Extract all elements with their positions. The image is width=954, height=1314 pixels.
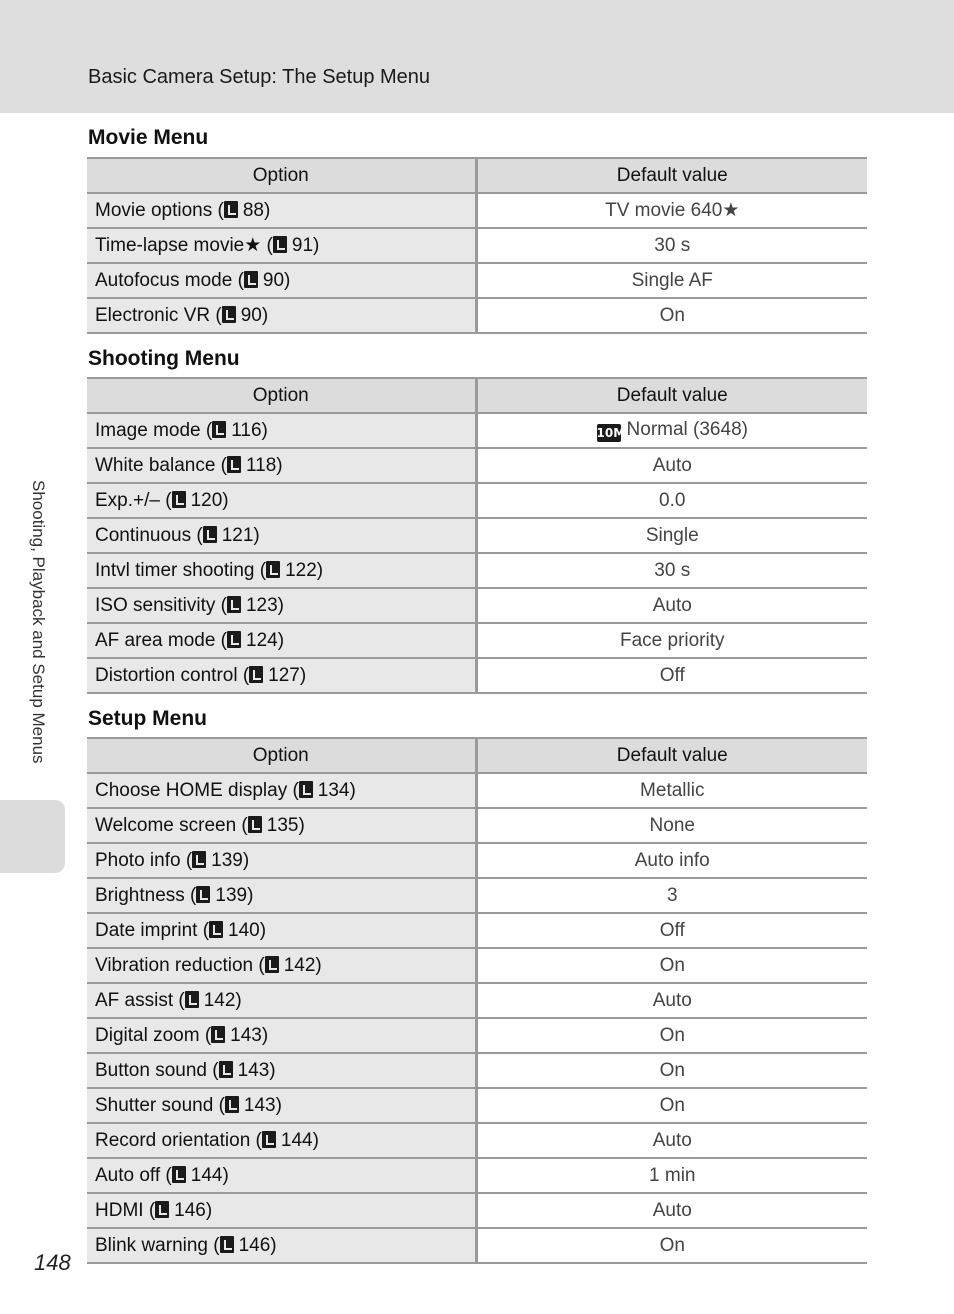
option-label: Electronic VR ( <box>95 304 222 326</box>
option-label: Date imprint ( <box>95 919 210 941</box>
default-value-cell <box>476 843 867 878</box>
default-value-cell <box>476 1053 867 1088</box>
option-cell <box>87 843 476 878</box>
page-reference: 142) <box>203 989 242 1011</box>
option-label: Choose HOME display ( <box>95 779 299 801</box>
page-reference-icon <box>220 1236 234 1253</box>
default-value: Normal (3648) <box>626 419 748 440</box>
page-reference: 120) <box>190 489 229 511</box>
default-value: On <box>659 1094 685 1116</box>
option-cell <box>87 298 476 333</box>
page-reference: 146) <box>238 1234 277 1256</box>
option-cell <box>87 773 476 808</box>
default-value-column-header: Default value <box>476 158 867 193</box>
page-reference: 146) <box>174 1199 213 1221</box>
option-cell <box>87 948 476 983</box>
page-reference: 116) <box>231 419 268 441</box>
page-reference: 143) <box>230 1024 269 1046</box>
setup-menu-table <box>87 737 867 1264</box>
table-row <box>87 553 867 588</box>
table-row <box>87 1123 867 1158</box>
option-cell <box>87 228 476 263</box>
option-label: Blink warning ( <box>95 1234 220 1256</box>
option-cell <box>87 588 476 623</box>
option-label: Autofocus mode ( <box>95 269 244 291</box>
table-row <box>87 1018 867 1053</box>
option-label: Intvl timer shooting ( <box>95 559 267 581</box>
page-number: 148 <box>34 1250 71 1275</box>
page-reference-icon <box>248 816 262 833</box>
default-value-cell <box>476 623 867 658</box>
table-row <box>87 1088 867 1123</box>
page-reference: 123) <box>245 594 285 616</box>
page-reference-icon <box>299 781 313 798</box>
default-value: 30 s <box>654 234 691 256</box>
default-value-cell <box>476 808 867 843</box>
default-value: Metallic <box>640 779 705 801</box>
table-row <box>87 1158 867 1193</box>
default-value-cell <box>476 193 867 228</box>
table-row <box>87 658 867 693</box>
option-label: Movie options ( <box>95 199 224 221</box>
page-reference-icon <box>209 921 223 938</box>
page-reference-icon <box>227 596 241 613</box>
default-value: 3 <box>666 884 678 906</box>
option-column-header: Option <box>87 378 476 413</box>
table-row <box>87 518 867 553</box>
page-reference-icon <box>222 306 236 323</box>
option-column-header: Option <box>87 738 476 773</box>
table-header-row <box>87 158 867 193</box>
option-cell <box>87 413 476 448</box>
page-reference: 144) <box>190 1164 229 1186</box>
option-label: Time-lapse movie★ ( <box>95 235 273 256</box>
option-cell <box>87 658 476 693</box>
page-reference: 88) <box>242 199 271 221</box>
option-label: AF area mode ( <box>95 629 227 651</box>
default-value: TV movie 640★ <box>605 200 740 221</box>
option-cell <box>87 1228 476 1263</box>
option-label: Exp.+/– ( <box>95 489 172 511</box>
default-value-cell <box>476 1018 867 1053</box>
default-value: None <box>649 814 695 836</box>
option-label: Welcome screen ( <box>95 814 248 836</box>
page-reference: 127) <box>268 664 307 686</box>
option-cell <box>87 913 476 948</box>
page-reference-icon <box>265 956 279 973</box>
table-row <box>87 483 867 518</box>
page-reference: 90) <box>240 304 269 326</box>
default-value: On <box>659 1024 685 1046</box>
default-value: Auto info <box>634 849 710 871</box>
table-header-row <box>87 378 867 413</box>
page-reference: 91) <box>291 235 320 256</box>
option-label: Shutter sound ( <box>95 1094 225 1116</box>
page-reference-icon <box>211 1026 225 1043</box>
option-cell <box>87 1088 476 1123</box>
default-value-cell <box>476 263 867 298</box>
default-value: Auto <box>652 594 692 616</box>
default-value-cell <box>476 1158 867 1193</box>
option-label: Record orientation ( <box>95 1129 262 1151</box>
default-value: Auto <box>652 1199 692 1221</box>
movie-menu-title: Movie Menu <box>88 126 209 149</box>
table-row <box>87 773 867 808</box>
default-value-cell <box>476 483 867 518</box>
option-label: Brightness ( <box>95 884 197 906</box>
page-reference: 139) <box>211 849 250 871</box>
page-reference-icon <box>196 886 210 903</box>
table-row <box>87 228 867 263</box>
option-cell <box>87 808 476 843</box>
option-cell <box>87 623 476 658</box>
default-value: Auto <box>652 989 692 1011</box>
default-value: On <box>659 1234 685 1256</box>
default-value: Auto <box>652 454 692 476</box>
page-reference-icon <box>266 561 280 578</box>
page-reference: 134) <box>317 779 356 801</box>
option-label: AF assist ( <box>95 989 185 1011</box>
table-row <box>87 1228 867 1263</box>
option-label: Image mode ( <box>95 419 213 441</box>
default-value-cell <box>476 553 867 588</box>
default-value: 1 min <box>649 1164 696 1186</box>
default-value-cell <box>476 983 867 1018</box>
page-header-title: Basic Camera Setup: The Setup Menu <box>88 66 431 88</box>
page-reference-icon <box>172 1166 186 1183</box>
default-value: Off <box>659 919 685 941</box>
default-value: Single <box>645 524 699 546</box>
default-value: 0.0 <box>659 489 686 511</box>
page-reference: 122) <box>285 559 324 581</box>
page-reference-icon <box>225 1096 239 1113</box>
table-row <box>87 413 867 448</box>
default-value: Off <box>659 664 685 686</box>
page-reference: 124) <box>246 629 285 651</box>
table-row <box>87 948 867 983</box>
default-value-cell <box>476 1193 867 1228</box>
table-header-row <box>87 738 867 773</box>
page-reference: 142) <box>283 954 322 976</box>
option-cell <box>87 1193 476 1228</box>
option-label: ISO sensitivity ( <box>95 594 227 616</box>
movie-menu-table <box>87 157 867 334</box>
page-reference-icon <box>212 421 226 438</box>
default-value: On <box>659 954 685 976</box>
default-value-cell <box>476 448 867 483</box>
page-reference: 143) <box>243 1094 282 1116</box>
table-row <box>87 843 867 878</box>
default-value-cell <box>476 228 867 263</box>
option-label: Button sound ( <box>95 1059 219 1081</box>
option-cell <box>87 983 476 1018</box>
page-reference-icon <box>249 666 263 683</box>
option-label: HDMI ( <box>95 1199 156 1221</box>
page-reference-icon <box>227 631 241 648</box>
table-row <box>87 808 867 843</box>
page-reference: 121) <box>221 524 260 546</box>
page-reference-icon <box>203 526 217 543</box>
default-value-cell <box>476 413 867 448</box>
default-value: Face priority <box>619 629 725 651</box>
table-row <box>87 263 867 298</box>
page-reference-icon <box>262 1131 276 1148</box>
option-cell <box>87 483 476 518</box>
option-cell <box>87 1158 476 1193</box>
page-reference: 135) <box>266 814 305 836</box>
default-value: Auto <box>652 1129 692 1151</box>
default-value: 30 s <box>654 559 691 581</box>
default-value-cell <box>476 773 867 808</box>
option-cell <box>87 448 476 483</box>
option-cell <box>87 1123 476 1158</box>
table-row <box>87 448 867 483</box>
option-cell <box>87 518 476 553</box>
table-row <box>87 1053 867 1088</box>
table-row <box>87 193 867 228</box>
default-value-column-header: Default value <box>476 738 867 773</box>
table-row <box>87 913 867 948</box>
default-value-cell <box>476 658 867 693</box>
default-value-cell <box>476 948 867 983</box>
table-row <box>87 878 867 913</box>
default-value: Single AF <box>631 269 713 291</box>
table-row <box>87 588 867 623</box>
page-reference-icon <box>185 991 199 1008</box>
default-value-cell <box>476 298 867 333</box>
default-value: On <box>659 1059 685 1081</box>
default-value-column-header: Default value <box>476 378 867 413</box>
default-value: On <box>659 304 685 326</box>
setup-menu-title: Setup Menu <box>88 707 207 730</box>
default-value-cell <box>476 1088 867 1123</box>
default-value-cell <box>476 1228 867 1263</box>
page-reference: 118) <box>246 454 283 476</box>
page-reference-icon <box>192 851 206 868</box>
page-reference-icon <box>227 456 241 473</box>
page-reference: 90) <box>262 269 291 291</box>
page-reference: 140) <box>228 919 267 941</box>
table-row <box>87 1193 867 1228</box>
option-label: Photo info ( <box>95 849 193 871</box>
option-cell <box>87 553 476 588</box>
option-label: Continuous ( <box>95 524 203 546</box>
option-label: Digital zoom ( <box>95 1024 212 1046</box>
header-band <box>0 0 954 113</box>
side-section-label: Shooting, Playback and Setup Menus <box>29 480 48 764</box>
page-reference-icon <box>219 1061 233 1078</box>
page-reference: 139) <box>215 884 254 906</box>
page-reference-icon <box>244 271 258 288</box>
default-value-cell <box>476 1123 867 1158</box>
option-cell <box>87 193 476 228</box>
page-reference-icon <box>273 236 287 253</box>
option-cell <box>87 263 476 298</box>
page-reference-icon <box>155 1201 169 1218</box>
image-mode-icon: 10M <box>596 426 626 440</box>
shooting-menu-title: Shooting Menu <box>88 347 240 370</box>
page-reference-icon <box>172 491 186 508</box>
option-cell <box>87 1018 476 1053</box>
option-label: Vibration reduction ( <box>95 954 265 976</box>
page-reference: 144) <box>280 1129 319 1151</box>
shooting-menu-table <box>87 377 867 694</box>
option-column-header: Option <box>87 158 476 193</box>
table-row <box>87 983 867 1018</box>
option-cell <box>87 878 476 913</box>
table-row <box>87 298 867 333</box>
default-value-cell <box>476 588 867 623</box>
page-reference-icon <box>224 201 238 218</box>
option-cell <box>87 1053 476 1088</box>
option-label: White balance ( <box>95 454 228 476</box>
default-value-cell <box>476 913 867 948</box>
option-label: Distortion control ( <box>95 664 250 686</box>
option-label: Auto off ( <box>95 1164 172 1186</box>
table-row <box>87 623 867 658</box>
default-value-cell <box>476 878 867 913</box>
side-tab-marker <box>0 800 65 873</box>
default-value-cell <box>476 518 867 553</box>
page-reference: 143) <box>237 1059 276 1081</box>
